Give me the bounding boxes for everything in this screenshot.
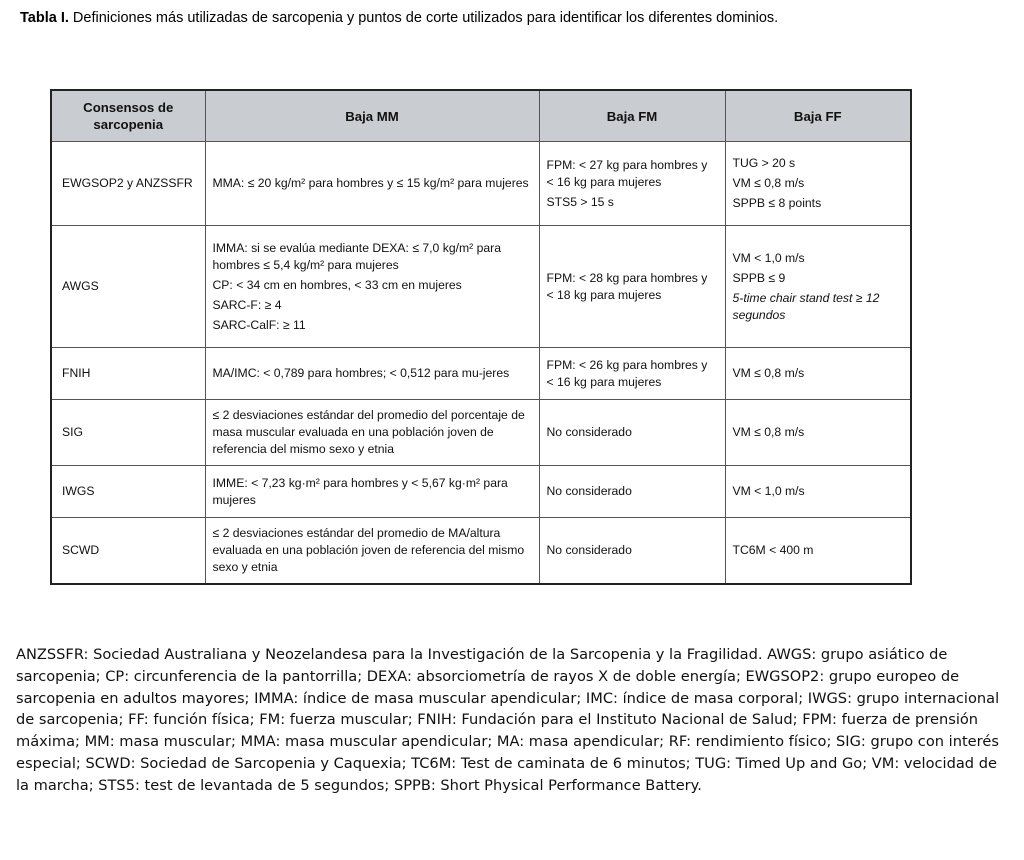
cell-line: No considerado: [546, 542, 632, 557]
cell-line: IMME: < 7,23 kg·m² para hombres y < 5,67 kg·m² para mujeres: [212, 475, 508, 507]
cell-baja-mm: [205, 466, 539, 518]
cell-consenso: AWGS: [51, 226, 205, 348]
cell-baja-ff: [725, 400, 911, 466]
cell-baja-fm: [539, 226, 725, 348]
cell-baja-fm: [539, 348, 725, 400]
cell-line: VM < 1,0 m/s: [732, 484, 805, 498]
cell-baja-fm: [539, 400, 725, 466]
table-caption: [20, 8, 1010, 28]
cell-consenso: IWGS: [51, 466, 205, 518]
table-row: [51, 518, 911, 584]
table-container: [50, 89, 910, 585]
cell-baja-fm: [539, 142, 725, 226]
cell-baja-ff: [725, 466, 911, 518]
cell-consenso: FNIH: [51, 348, 205, 400]
cell-consenso: EWGSOP2 y ANZSSFR: [51, 142, 205, 226]
cell-line: VM ≤ 0,8 m/s: [732, 366, 805, 380]
cell-baja-mm: [205, 142, 539, 226]
table-row: [51, 466, 911, 518]
cell-line: ≤ 2 desviaciones estándar del promedio de MA/altura evaluada en una población joven de referencia del mismo sexo y etnia: [212, 525, 525, 574]
cell-line: TC6M < 400 m: [732, 542, 814, 557]
cell-baja-fm: [539, 518, 725, 584]
cell-line: FPM: < 28 kg para hombres y < 18 kg para mujeres: [546, 270, 708, 302]
cell-line: SARC-CalF: ≥ 11: [212, 317, 306, 332]
cell-line: CP: < 34 cm en hombres, < 33 cm en mujeres: [212, 277, 462, 292]
header-consensos: Consensos de sarcopenia: [51, 90, 205, 142]
cell-line: No considerado: [546, 425, 632, 439]
cell-line: No considerado: [546, 484, 632, 498]
cell-line: MMA: ≤ 20 kg/m² para hombres y ≤ 15 kg/m² para mujeres: [212, 176, 529, 190]
cell-baja-ff: [725, 142, 911, 226]
table-row: [51, 226, 911, 348]
cell-line: STS5 > 15 s: [546, 194, 614, 209]
cell-line: ≤ 2 desviaciones estándar del promedio del porcentaje de masa muscular evaluada en una población joven de referencia del mismo sexo y etnia: [212, 408, 525, 456]
cell-baja-mm: [205, 400, 539, 466]
cell-baja-mm: [205, 518, 539, 584]
cell-line: FPM: < 26 kg para hombres y < 16 kg para mujeres: [546, 357, 708, 389]
cell-baja-fm: [539, 466, 725, 518]
header-baja-ff: Baja FF: [725, 90, 911, 142]
cell-line: SPPB ≤ 9: [732, 270, 786, 285]
cell-line: MA/IMC: < 0,789 para hombres; < 0,512 para mu-jeres: [212, 366, 510, 380]
abbreviations-footnote: ANZSSFR: Sociedad Australiana y Neozelandesa para la Investigación de la Sarcopenia y la Fragilidad. AWGS: grupo asiático de sarcopenia; CP: circunferencia de la pantorrilla; DEXA: absorciometría de rayos X de doble energía; EWGSOP2: grupo europeo de sarcopenia en adultos mayores; IMMA: índice de masa muscular apendicular; IMC: índice de masa corporal; IWGS: grupo internacional de sarcopenia; FF: función física; FM: fuerza muscular; FNIH: Fundación para el Instituto Nacional de Salud; FPM: fuerza de prensión máxima; MM: masa muscular; MMA: masa muscular apendicular; MA: masa apendicular; RF: rendimiento físico; SIG: grupo con interés especial; SCWD: Sociedad de Sarcopenia y Caquexia; TC6M: Test de caminata de 6 minutos; TUG: Timed Up and Go; VM: velocidad de la marcha; STS5: test de levantada de 5 segundos; SPPB: Short Physical Performance Battery.: [16, 646, 1000, 794]
cell-line: 5-time chair stand test ≥ 12 segundos: [732, 290, 880, 322]
header-baja-mm: Baja MM: [205, 90, 539, 142]
table-row: [51, 142, 911, 226]
cell-line: VM ≤ 0,8 m/s: [732, 425, 805, 439]
cell-line: VM < 1,0 m/s: [732, 250, 805, 265]
cell-line: VM ≤ 0,8 m/s: [732, 176, 805, 190]
cell-consenso: SIG: [51, 400, 205, 466]
table-row: [51, 348, 911, 400]
cell-line: TUG > 20 s: [732, 156, 796, 170]
cell-line: SARC-F: ≥ 4: [212, 297, 282, 312]
cell-line: SPPB ≤ 8 points: [732, 196, 822, 210]
caption-label: Tabla I.: [20, 10, 69, 26]
caption-text: Definiciones más utilizadas de sarcopenia y puntos de corte utilizados para identificar los diferentes dominios.: [68, 10, 779, 26]
header-baja-fm: Baja FM: [539, 90, 725, 142]
cell-line: FPM: < 27 kg para hombres y < 16 kg para mujeres: [546, 157, 708, 189]
cell-baja-ff: [725, 226, 911, 348]
cell-baja-ff: [725, 348, 911, 400]
table-header-row: [51, 90, 911, 142]
table-row: [51, 400, 911, 466]
cell-baja-ff: [725, 518, 911, 584]
cell-baja-mm: [205, 348, 539, 400]
cell-consenso: SCWD: [51, 518, 205, 584]
sarcopenia-table: [50, 89, 912, 585]
cell-line: IMMA: si se evalúa mediante DEXA: ≤ 7,0 kg/m² para hombres ≤ 5,4 kg/m² para mujeres: [212, 240, 501, 272]
cell-baja-mm: [205, 226, 539, 348]
